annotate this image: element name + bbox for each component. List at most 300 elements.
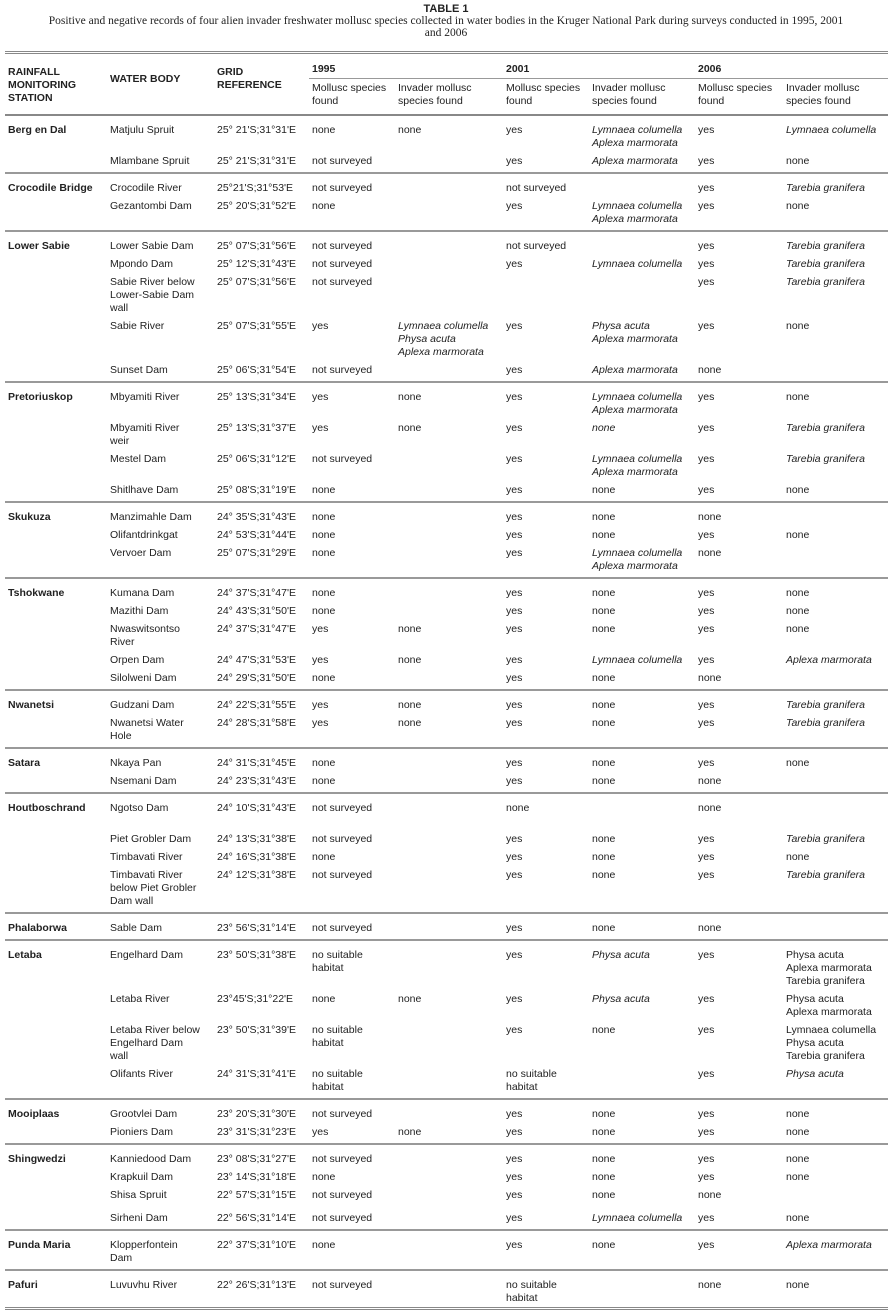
table-row bbox=[5, 714, 888, 748]
water-body-cell: Mestel Dam bbox=[110, 453, 167, 465]
invader-1995-cell bbox=[395, 1065, 503, 1099]
invader-1995-cell bbox=[395, 152, 503, 173]
mollusc-1995-cell: none bbox=[309, 1230, 395, 1270]
grid-reference-cell: 25° 13'S;31°34'E bbox=[217, 391, 296, 403]
invader-2001-cell: Lymnaea columella Aplexa marmorata bbox=[589, 197, 695, 231]
grid-reference-cell: 22° 57'S;31°15'E bbox=[217, 1189, 296, 1201]
mollusc-1995-cell: none bbox=[312, 757, 336, 769]
invader-1995-cell: none bbox=[395, 714, 503, 748]
water-body-cell: Silolweni Dam bbox=[107, 669, 214, 690]
water-body-cell: Lower Sabie Dam bbox=[110, 240, 194, 252]
mollusc-2001-cell: none bbox=[506, 802, 530, 814]
invader-2006-cell: none bbox=[786, 623, 810, 635]
table-row bbox=[5, 940, 888, 990]
water-body-cell: Kanniedood Dam bbox=[110, 1153, 192, 1165]
invader-2001-cell: Physa acuta bbox=[592, 993, 650, 1005]
mollusc-2001-cell: not surveyed bbox=[506, 240, 567, 252]
station-cell bbox=[5, 197, 107, 231]
table-row bbox=[5, 772, 888, 793]
invader-2001-cell: none bbox=[592, 1171, 616, 1183]
grid-reference-cell: 25° 06'S;31°54'E bbox=[214, 361, 309, 382]
invader-2001-cell: Physa acuta bbox=[592, 949, 650, 961]
header-2001-mollusc: Mollusc species found bbox=[503, 79, 589, 116]
mollusc-1995-cell: not surveyed bbox=[312, 240, 373, 252]
water-body-cell: Kumana Dam bbox=[110, 587, 175, 599]
header-2006-mollusc: Mollusc species found bbox=[695, 79, 783, 116]
invader-1995-cell bbox=[395, 450, 503, 481]
mollusc-2001-cell: yes bbox=[506, 605, 523, 617]
invader-1995-cell bbox=[395, 1209, 503, 1230]
grid-reference-cell: 25° 21'S;31°31'E bbox=[214, 152, 309, 173]
mollusc-2001-cell: yes bbox=[503, 197, 589, 231]
invader-1995-cell bbox=[395, 173, 503, 197]
invader-2001-cell: none bbox=[589, 481, 695, 502]
invader-1995-cell bbox=[395, 273, 503, 317]
mollusc-2001-cell: no suitable habitat bbox=[503, 1270, 589, 1309]
invader-2006-cell: none bbox=[783, 152, 888, 173]
invader-2006-cell: Tarebia granifera bbox=[786, 833, 865, 845]
invader-2001-cell: Lymnaea columella Aplexa marmorata bbox=[589, 544, 695, 578]
invader-2006-cell bbox=[783, 1186, 888, 1209]
header-year-2006: 2006 bbox=[695, 53, 888, 79]
invader-2006-cell bbox=[783, 361, 888, 382]
header-grid-reference: GRID REFERENCE bbox=[214, 53, 309, 116]
station-cell: Lower Sabie bbox=[8, 240, 70, 252]
invader-2001-cell: none bbox=[592, 623, 616, 635]
table-row bbox=[5, 419, 888, 450]
grid-reference-cell: 24° 47'S;31°53'E bbox=[217, 654, 296, 666]
invader-1995-cell bbox=[395, 1270, 503, 1309]
invader-2001-cell: none bbox=[592, 587, 616, 599]
table-row bbox=[5, 620, 888, 651]
station-cell bbox=[5, 255, 107, 273]
station-cell: Houtboschrand bbox=[8, 802, 86, 814]
invader-2001-cell: none bbox=[592, 757, 616, 769]
mollusc-2001-cell: yes bbox=[503, 714, 589, 748]
mollusc-2006-cell: yes bbox=[698, 240, 715, 252]
mollusc-1995-cell: yes bbox=[312, 654, 329, 666]
station-cell bbox=[5, 526, 107, 544]
invader-2006-cell: Aplexa marmorata bbox=[783, 1230, 888, 1270]
station-cell bbox=[5, 544, 107, 578]
table-row bbox=[5, 748, 888, 772]
invader-2001-cell bbox=[589, 793, 695, 830]
table-row bbox=[5, 152, 888, 173]
station-cell bbox=[5, 481, 107, 502]
water-body-cell: Gezantombi Dam bbox=[107, 197, 214, 231]
invader-2001-cell: none bbox=[592, 1153, 616, 1165]
grid-reference-cell: 25° 07'S;31°55'E bbox=[217, 320, 296, 332]
invader-2006-cell: none bbox=[786, 391, 810, 403]
water-body-cell: Vervoer Dam bbox=[107, 544, 214, 578]
water-body-cell: Nsemani Dam bbox=[107, 772, 214, 793]
mollusc-1995-cell: not surveyed bbox=[309, 152, 395, 173]
invader-2006-cell: Aplexa marmorata bbox=[786, 654, 872, 666]
grid-reference-cell: 23° 20'S;31°30'E bbox=[217, 1108, 296, 1120]
invader-1995-cell: none bbox=[398, 422, 422, 434]
table-row bbox=[5, 1099, 888, 1123]
invader-1995-cell: none bbox=[395, 1123, 503, 1144]
mollusc-2001-cell: yes bbox=[503, 772, 589, 793]
invader-2001-cell: none bbox=[592, 1024, 616, 1036]
station-cell bbox=[5, 848, 107, 866]
mollusc-2001-cell: yes bbox=[506, 623, 523, 635]
grid-reference-cell: 24° 37'S;31°47'E bbox=[217, 623, 296, 635]
mollusc-2006-cell: none bbox=[698, 511, 722, 523]
mollusc-2006-cell: yes bbox=[695, 714, 783, 748]
grid-reference-cell: 22° 26'S;31°13'E bbox=[214, 1270, 309, 1309]
table-row bbox=[5, 1065, 888, 1099]
table-row bbox=[5, 317, 888, 361]
water-body-cell: Sunset Dam bbox=[107, 361, 214, 382]
mollusc-2006-cell: yes bbox=[695, 197, 783, 231]
mollusc-2006-cell: none bbox=[695, 544, 783, 578]
water-body-cell: Sabie River bbox=[110, 320, 165, 332]
station-cell bbox=[5, 1123, 107, 1144]
station-cell bbox=[5, 273, 107, 317]
header-2006-invader: Invader mollusc species found bbox=[783, 79, 888, 116]
station-cell: Skukuza bbox=[8, 511, 51, 523]
invader-1995-cell bbox=[395, 913, 503, 940]
mollusc-2006-cell: yes bbox=[698, 258, 715, 270]
mollusc-1995-cell: not surveyed bbox=[312, 258, 373, 270]
mollusc-2006-cell: none bbox=[695, 1270, 783, 1309]
water-body-cell: Mlambane Spruit bbox=[107, 152, 214, 173]
water-body-cell: Mazithi Dam bbox=[110, 605, 169, 617]
mollusc-1995-cell: yes bbox=[309, 714, 395, 748]
water-body-cell: Timbavati River below Piet Grobler Dam wall bbox=[107, 866, 214, 913]
grid-reference-cell: 24° 29'S;31°50'E bbox=[214, 669, 309, 690]
station-cell bbox=[5, 1021, 107, 1065]
invader-2006-cell: Lymnaea columella Physa acuta Tarebia granifera bbox=[786, 1024, 877, 1062]
station-cell bbox=[5, 1209, 107, 1230]
invader-1995-cell: none bbox=[398, 993, 422, 1005]
invader-2006-cell: none bbox=[786, 529, 810, 541]
mollusc-2001-cell: yes bbox=[506, 1153, 523, 1165]
table-row bbox=[5, 526, 888, 544]
invader-2006-cell bbox=[783, 793, 888, 830]
station-cell bbox=[5, 602, 107, 620]
water-body-cell: Pioniers Dam bbox=[107, 1123, 214, 1144]
invader-2001-cell: none bbox=[589, 714, 695, 748]
mollusc-2006-cell: yes bbox=[698, 654, 715, 666]
mollusc-1995-cell: not surveyed bbox=[309, 1209, 395, 1230]
table-row bbox=[5, 651, 888, 669]
mollusc-2001-cell: yes bbox=[506, 529, 523, 541]
invader-2006-cell: Physa acuta bbox=[783, 1065, 888, 1099]
mollusc-2006-cell: yes bbox=[698, 182, 715, 194]
mollusc-1995-cell: none bbox=[312, 851, 336, 863]
invader-2001-cell bbox=[589, 231, 695, 255]
mollusc-2001-cell: yes bbox=[506, 1024, 523, 1036]
invader-2001-cell: none bbox=[589, 669, 695, 690]
table-row bbox=[5, 602, 888, 620]
grid-reference-cell: 23° 50'S;31°39'E bbox=[217, 1024, 296, 1036]
grid-reference-cell: 25° 12'S;31°43'E bbox=[217, 258, 296, 270]
mollusc-2001-cell: yes bbox=[506, 124, 523, 136]
grid-reference-cell: 23° 31'S;31°23'E bbox=[214, 1123, 309, 1144]
mollusc-2006-cell: yes bbox=[695, 866, 783, 913]
mollusc-2001-cell: yes bbox=[503, 1209, 589, 1230]
invader-2001-cell: none bbox=[589, 772, 695, 793]
mollusc-2006-cell: yes bbox=[698, 1024, 715, 1036]
station-cell: Berg en Dal bbox=[8, 124, 67, 136]
mollusc-2001-cell: yes bbox=[506, 833, 523, 845]
invader-1995-cell bbox=[395, 1099, 503, 1123]
table-row bbox=[5, 866, 888, 913]
mollusc-1995-cell: none bbox=[309, 669, 395, 690]
invader-1995-cell bbox=[395, 255, 503, 273]
invader-1995-cell bbox=[395, 544, 503, 578]
header-2001-invader: Invader mollusc species found bbox=[589, 79, 695, 116]
invader-2001-cell: none bbox=[592, 1189, 616, 1201]
invader-1995-cell: none bbox=[398, 124, 422, 136]
grid-reference-cell: 24° 43'S;31°50'E bbox=[217, 605, 296, 617]
invader-2001-cell: none bbox=[589, 913, 695, 940]
water-body-cell: Mbyamiti River bbox=[110, 391, 180, 403]
mollusc-2001-cell: yes bbox=[506, 422, 523, 434]
invader-2001-cell: Lymnaea columella Aplexa marmorata bbox=[592, 453, 683, 478]
table-row bbox=[5, 1230, 888, 1270]
invader-2006-cell bbox=[783, 544, 888, 578]
table-row bbox=[5, 793, 888, 830]
mollusc-2006-cell: none bbox=[695, 913, 783, 940]
invader-2006-cell: none bbox=[783, 197, 888, 231]
table-title: TABLE 1 bbox=[423, 3, 469, 15]
mollusc-2006-cell: yes bbox=[698, 320, 715, 332]
mollusc-2006-cell: yes bbox=[698, 529, 715, 541]
mollusc-2001-cell: yes bbox=[503, 361, 589, 382]
table-row bbox=[5, 1144, 888, 1168]
water-body-cell: Luvuvhu River bbox=[107, 1270, 214, 1309]
mollusc-2006-cell: none bbox=[695, 669, 783, 690]
grid-reference-cell: 25° 20'S;31°52'E bbox=[214, 197, 309, 231]
water-body-cell: Sable Dam bbox=[107, 913, 214, 940]
invader-2006-cell: Physa acuta Aplexa marmorata bbox=[786, 993, 872, 1018]
station-cell bbox=[5, 772, 107, 793]
grid-reference-cell: 25° 08'S;31°19'E bbox=[214, 481, 309, 502]
mollusc-2001-cell: yes bbox=[503, 913, 589, 940]
mollusc-1995-cell: not surveyed bbox=[309, 1270, 395, 1309]
invader-2001-cell: none bbox=[592, 851, 616, 863]
station-cell bbox=[5, 361, 107, 382]
mollusc-records-table bbox=[5, 51, 888, 1310]
invader-1995-cell bbox=[395, 502, 503, 526]
mollusc-1995-cell: not surveyed bbox=[312, 453, 373, 465]
grid-reference-cell: 25° 13'S;31°37'E bbox=[217, 422, 296, 434]
water-body-cell: Mpondo Dam bbox=[110, 258, 174, 270]
mollusc-1995-cell: none bbox=[312, 587, 336, 599]
water-body-cell: Nwanetsi Water Hole bbox=[107, 714, 214, 748]
grid-reference-cell: 23° 50'S;31°38'E bbox=[217, 949, 296, 961]
table-row bbox=[5, 544, 888, 578]
grid-reference-cell: 25° 07'S;31°56'E bbox=[217, 240, 296, 252]
invader-2006-cell: Tarebia granifera bbox=[786, 182, 865, 194]
table-row bbox=[5, 361, 888, 382]
table-row bbox=[5, 669, 888, 690]
table-row bbox=[5, 690, 888, 714]
invader-2001-cell: none bbox=[592, 605, 616, 617]
mollusc-2006-cell: yes bbox=[698, 1153, 715, 1165]
mollusc-1995-cell: yes bbox=[312, 320, 329, 332]
station-cell bbox=[5, 990, 107, 1021]
mollusc-2006-cell: yes bbox=[698, 605, 715, 617]
mollusc-2001-cell: not surveyed bbox=[506, 182, 567, 194]
invader-2001-cell: none bbox=[592, 511, 616, 523]
mollusc-2006-cell: yes bbox=[698, 1171, 715, 1183]
mollusc-2006-cell: yes bbox=[695, 1209, 783, 1230]
invader-2006-cell: none bbox=[783, 1209, 888, 1230]
grid-reference-cell: 24° 12'S;31°38'E bbox=[214, 866, 309, 913]
invader-2006-cell: Tarebia granifera bbox=[783, 714, 888, 748]
grid-reference-cell: 24° 16'S;31°38'E bbox=[217, 851, 296, 863]
invader-2001-cell: none bbox=[589, 1123, 695, 1144]
mollusc-2001-cell: yes bbox=[503, 481, 589, 502]
invader-2006-cell: none bbox=[786, 605, 810, 617]
header-1995-mollusc: Mollusc species found bbox=[309, 79, 395, 116]
mollusc-1995-cell: not surveyed bbox=[312, 802, 373, 814]
invader-1995-cell: none bbox=[398, 654, 422, 666]
station-cell bbox=[5, 620, 107, 651]
water-body-cell: Nwaswitsontso River bbox=[110, 623, 181, 648]
table-row bbox=[5, 1186, 888, 1209]
grid-reference-cell: 24° 35'S;31°43'E bbox=[217, 511, 296, 523]
mollusc-1995-cell: no suitable habitat bbox=[309, 1065, 395, 1099]
mollusc-2001-cell: no suitable habitat bbox=[503, 1065, 589, 1099]
invader-2006-cell: none bbox=[786, 1153, 810, 1165]
invader-2006-cell: Tarebia granifera bbox=[786, 453, 865, 465]
invader-2001-cell: none bbox=[592, 529, 616, 541]
mollusc-1995-cell: not surveyed bbox=[312, 1189, 373, 1201]
water-body-cell: Manzimahle Dam bbox=[110, 511, 192, 523]
header-station: RAINFALL MONITORING STATION bbox=[5, 53, 107, 116]
invader-2006-cell: Physa acuta Aplexa marmorata Tarebia granifera bbox=[786, 949, 872, 987]
invader-2006-cell: Tarebia granifera bbox=[786, 240, 865, 252]
water-body-cell: Letaba River below Engelhard Dam wall bbox=[110, 1024, 200, 1062]
mollusc-2001-cell: yes bbox=[506, 993, 523, 1005]
invader-2001-cell: Physa acuta Aplexa marmorata bbox=[592, 320, 678, 345]
invader-2001-cell: none bbox=[592, 422, 616, 434]
invader-2006-cell: none bbox=[786, 320, 810, 332]
station-cell: Phalaborwa bbox=[5, 913, 107, 940]
invader-1995-cell bbox=[395, 197, 503, 231]
invader-2001-cell: none bbox=[589, 1230, 695, 1270]
station-cell bbox=[5, 669, 107, 690]
mollusc-2001-cell: yes bbox=[506, 1189, 523, 1201]
table-row bbox=[5, 830, 888, 848]
grid-reference-cell: 23° 56'S;31°14'E bbox=[214, 913, 309, 940]
invader-1995-cell bbox=[395, 1230, 503, 1270]
invader-2001-cell: none bbox=[592, 699, 616, 711]
header-1995-invader: Invader mollusc species found bbox=[395, 79, 503, 116]
mollusc-1995-cell: not surveyed bbox=[312, 276, 373, 288]
mollusc-2006-cell: yes bbox=[695, 1065, 783, 1099]
mollusc-2006-cell: yes bbox=[698, 276, 715, 288]
invader-2006-cell: none bbox=[786, 1171, 810, 1183]
mollusc-1995-cell: none bbox=[309, 197, 395, 231]
invader-1995-cell: none bbox=[398, 391, 422, 403]
water-body-cell: Grootvlei Dam bbox=[110, 1108, 178, 1120]
mollusc-2001-cell: yes bbox=[506, 320, 523, 332]
invader-1995-cell bbox=[395, 830, 503, 848]
invader-2006-cell: Lymnaea columella bbox=[786, 124, 877, 136]
table-body bbox=[5, 115, 888, 1309]
mollusc-1995-cell: none bbox=[312, 529, 336, 541]
station-cell bbox=[5, 1168, 107, 1186]
grid-reference-cell: 25° 07'S;31°56'E bbox=[217, 276, 296, 288]
mollusc-2006-cell: yes bbox=[698, 391, 715, 403]
invader-1995-cell bbox=[395, 1021, 503, 1065]
mollusc-2006-cell: yes bbox=[698, 699, 715, 711]
grid-reference-cell: 24° 23'S;31°43'E bbox=[214, 772, 309, 793]
invader-1995-cell: none bbox=[398, 623, 422, 635]
table-row bbox=[5, 231, 888, 255]
invader-2001-cell bbox=[589, 1065, 695, 1099]
invader-2006-cell: none bbox=[786, 757, 810, 769]
invader-1995-cell: Lymnaea columella Physa acuta Aplexa marmorata bbox=[398, 320, 489, 358]
mollusc-1995-cell: yes bbox=[309, 1123, 395, 1144]
invader-2006-cell: none bbox=[786, 587, 810, 599]
mollusc-2001-cell: yes bbox=[506, 949, 523, 961]
invader-2001-cell: Lymnaea columella Aplexa marmorata bbox=[592, 391, 683, 416]
mollusc-2001-cell: yes bbox=[506, 1108, 523, 1120]
invader-2006-cell bbox=[783, 772, 888, 793]
station-cell: Punda Maria bbox=[5, 1230, 107, 1270]
invader-1995-cell bbox=[395, 866, 503, 913]
invader-2001-cell: Lymnaea columella bbox=[592, 258, 683, 270]
invader-2001-cell bbox=[589, 1270, 695, 1309]
grid-reference-cell: 24° 28'S;31°58'E bbox=[214, 714, 309, 748]
table-row bbox=[5, 1270, 888, 1309]
water-body-cell: Ngotso Dam bbox=[110, 802, 169, 814]
station-cell bbox=[5, 419, 107, 450]
mollusc-2006-cell: none bbox=[698, 802, 722, 814]
table-row bbox=[5, 578, 888, 602]
table-row bbox=[5, 255, 888, 273]
station-cell: Crocodile Bridge bbox=[8, 182, 93, 194]
station-cell: Satara bbox=[8, 757, 41, 769]
water-body-cell: Sabie River below Lower-Sabie Dam wall bbox=[110, 276, 195, 314]
invader-1995-cell bbox=[395, 1186, 503, 1209]
invader-2006-cell: Tarebia granifera bbox=[786, 276, 865, 288]
table-row bbox=[5, 197, 888, 231]
invader-1995-cell bbox=[395, 940, 503, 990]
invader-2006-cell bbox=[783, 669, 888, 690]
water-body-cell: Shisa Spruit bbox=[110, 1189, 167, 1201]
invader-1995-cell bbox=[395, 669, 503, 690]
mollusc-1995-cell: not surveyed bbox=[309, 913, 395, 940]
grid-reference-cell: 25° 21'S;31°31'E bbox=[217, 124, 296, 136]
water-body-cell: Piet Grobler Dam bbox=[110, 833, 192, 845]
invader-1995-cell bbox=[395, 772, 503, 793]
station-cell bbox=[5, 866, 107, 913]
mollusc-2006-cell: yes bbox=[698, 587, 715, 599]
invader-2006-cell: Tarebia granifera bbox=[783, 866, 888, 913]
table-row bbox=[5, 115, 888, 152]
grid-reference-cell: 23° 08'S;31°27'E bbox=[217, 1153, 296, 1165]
invader-2001-cell: Lymnaea columella bbox=[592, 654, 683, 666]
grid-reference-cell: 24° 53'S;31°44'E bbox=[217, 529, 296, 541]
mollusc-2001-cell: yes bbox=[503, 152, 589, 173]
grid-reference-cell: 23°45'S;31°22'E bbox=[217, 993, 294, 1005]
mollusc-2006-cell: yes bbox=[698, 124, 715, 136]
mollusc-1995-cell: not surveyed bbox=[309, 361, 395, 382]
grid-reference-cell: 22° 37'S;31°10'E bbox=[214, 1230, 309, 1270]
mollusc-1995-cell: none bbox=[312, 124, 336, 136]
table-row bbox=[5, 502, 888, 526]
invader-1995-cell bbox=[395, 231, 503, 255]
mollusc-2001-cell: yes bbox=[506, 511, 523, 523]
